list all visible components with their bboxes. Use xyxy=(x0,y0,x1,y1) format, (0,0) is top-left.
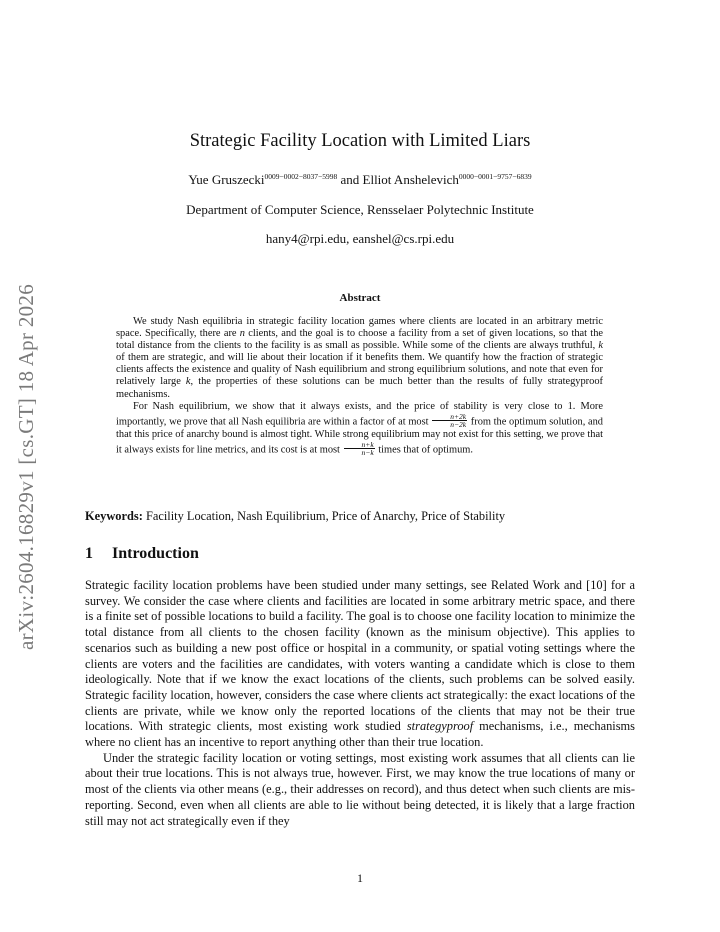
abstract-paragraph: For Nash equilibrium, we show that it always exists, and the price of stability is very close to 1. More importantly, we prove that all Nash equilibria are within a factor of at most $\frac{n+2k}{n-2k}$ from the optimum solution, and that this price of anarchy bound is almost tight. While strong equilibrium may not exist for this setting, we prove that it always exists for line metrics, and its cost is at most $\frac{n+k}{n-k}$ times that of optimum. xyxy=(116,400,603,458)
keywords-line xyxy=(85,509,635,524)
body-paragraph: Strategic facility location problems have been studied under many settings, see Related Work and [10] for a survey. We consider the case where clients and facilities are located in some arbitrary metric space, and there is a finite set of possible locations to build a facility. The goal is to choose one facility location to minimize the total distance from all clients to the chosen facility (known as the minisum objective). This applies to scenarios such as building a new post office or hospital in a community, or spatial voting settings where the clients are voters and the facilities are candidates, with voters wanting a candidate which is close to them ideologically. Note that if we know the exact locations of the clients, such problems can be solved easily. Strategic facility location, however, considers the case where clients act strategically: the exact locations of the clients are private, while we know only the reported locations of the clients that may not be their true locations. With strategic clients, most existing work studied strategyproof mechanisms, i.e., mechanisms where no client has an incentive to report anything other than their true location. xyxy=(85,578,635,750)
affiliation: Department of Computer Science, Rensselaer Polytechnic Institute xyxy=(186,202,534,217)
math-fraction: $\frac{n+k}{n-k}$ xyxy=(344,441,375,457)
arxiv-identifier: arXiv:2604.16829v1 [cs.GT] 18 Apr 2026 xyxy=(14,283,38,650)
author-emails: hany4@rpi.edu, eanshel@cs.rpi.edu xyxy=(265,231,455,246)
math-variable: k xyxy=(598,340,603,352)
section-heading xyxy=(85,545,635,563)
abstract-body xyxy=(116,316,603,457)
author-orcid: 0000−0001−9757−6839 xyxy=(458,172,532,181)
keywords-label: Keywords: xyxy=(85,509,143,523)
emphasis-text: strategyproof xyxy=(406,719,474,734)
author-conjunction: and xyxy=(340,172,360,187)
section-number: 1 xyxy=(85,545,93,562)
keywords-text: Facility Location, Nash Equilibrium, Price of Anarchy, Price of Stability xyxy=(145,509,506,523)
math-variable: n xyxy=(239,328,245,340)
author-name: Yue Gruszecki xyxy=(188,172,265,187)
author-line xyxy=(0,172,720,188)
author-name: Elliot Anshelevich xyxy=(362,172,459,187)
author-orcid: 0009−0002−8037−5998 xyxy=(264,172,338,181)
math-variable: k xyxy=(185,376,191,388)
math-fraction: $\frac{n+2k}{n-2k}$ xyxy=(432,413,467,429)
body-paragraph: Under the strategic facility location or voting settings, most existing work assumes that all clients can lie about their true locations. This is not always true, however. First, we may know the true locations of many or most of the clients via other means (e.g., their addresses on record), and thus detect when such clients are mis-reporting. Second, even when all clients are able to lie without being detected, it is likely that a large fraction still may not act strategically even if they xyxy=(85,750,635,828)
paper-title: Strategic Facility Location with Limited Liars xyxy=(189,131,531,151)
introduction-body xyxy=(85,578,635,829)
section-title: Introduction xyxy=(112,545,199,562)
abstract-paragraph: We study Nash equilibria in strategic facility location games where clients are located in an arbitrary metric space. Specifically, there are n clients, and the goal is to choose a facility from a set of given locations, so that the total distance from the clients to the facility is as small as possible. While some of the clients are always truthful, k of them are strategic, and will lie about their location if it benefits them. We quantify how the fraction of strategic clients affects the existence and quality of Nash equilibrium and strong equilibrium solutions, and note that even for relatively large k, the properties of these solutions can be much better than the results of fully strategyproof mechanisms. xyxy=(116,316,603,400)
abstract-heading: Abstract xyxy=(339,292,381,304)
page-number: 1 xyxy=(357,871,363,885)
